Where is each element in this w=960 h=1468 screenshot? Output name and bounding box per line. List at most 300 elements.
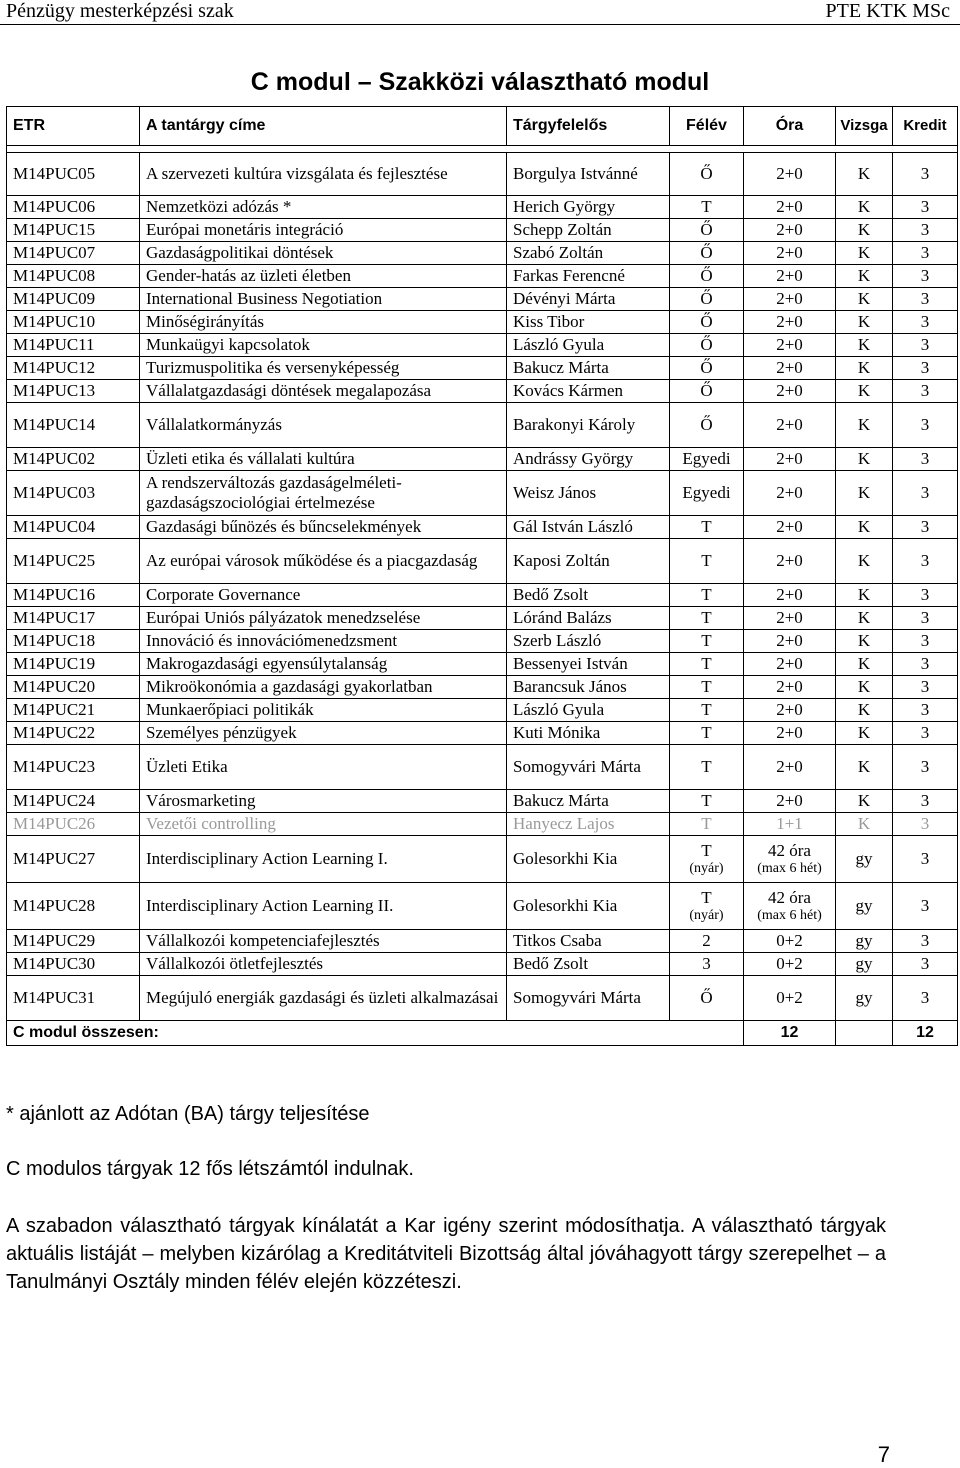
cell-code-text: M14PUC14 xyxy=(13,415,96,434)
cell-credit-text: 3 xyxy=(920,700,930,719)
cell-code xyxy=(7,607,140,630)
cell-hours xyxy=(744,930,836,953)
cell-hours-text: 2+0 xyxy=(776,449,803,468)
cell-semester-text: T xyxy=(701,608,712,627)
cell-semester-text: Ő xyxy=(700,164,713,183)
cell-responsible-text: Barancsuk János xyxy=(513,677,627,696)
cell-title xyxy=(140,630,507,653)
cell-code-text: M14PUC28 xyxy=(13,896,96,915)
cell-credit-text: 3 xyxy=(920,723,930,742)
table-row xyxy=(7,539,958,584)
cell-responsible xyxy=(507,953,670,976)
cell-credit-text: 3 xyxy=(920,197,930,216)
cell-hours xyxy=(744,976,836,1021)
table-row xyxy=(7,653,958,676)
cell-responsible xyxy=(507,584,670,607)
cell-responsible-text: Borgulya Istvánné xyxy=(513,164,638,183)
cell-semester-text: Ő xyxy=(700,243,713,262)
cell-hours-text: 2+0 xyxy=(776,197,803,216)
cell-hours xyxy=(744,607,836,630)
cell-semester xyxy=(670,883,744,930)
cell-semester xyxy=(670,930,744,953)
cell-hours-text: 1+1 xyxy=(776,814,803,833)
cell-responsible-text: Somogyvári Márta xyxy=(513,757,641,776)
cell-code-text: M14PUC11 xyxy=(13,335,95,354)
cell-title-text: Az európai városok működése és a piacgazdaság xyxy=(146,551,478,570)
cell-responsible xyxy=(507,790,670,813)
note-offer: A szabadon választható tárgyak kínálatát a Kar igény szerint módosíthatja. A választható tárgyak aktuális listáját – melyben kizárólag a Kreditátviteli Bizottság által jóváhagyott tárgy szerepelhet – a Tanulmányi Osztály minden félév elején közzéteszi. xyxy=(6,1215,886,1293)
cell-credit xyxy=(893,630,958,653)
cell-title-text: A szervezeti kultúra vizsgálata és fejlesztése xyxy=(146,164,448,183)
cell-responsible xyxy=(507,516,670,539)
cell-code-text: M14PUC07 xyxy=(13,243,96,262)
cell-credit xyxy=(893,930,958,953)
page-header xyxy=(0,0,960,25)
cell-credit-text: 3 xyxy=(920,335,930,354)
cell-hours-text: 2+0 xyxy=(776,415,803,434)
cell-exam-text: K xyxy=(857,814,871,833)
note-min-headcount: C modulos tárgyak 12 fős létszámtól indulnak. xyxy=(6,1158,414,1180)
cell-hours-text: 42 óra xyxy=(768,841,811,860)
header-left: Pénzügy mesterképzési szak xyxy=(6,0,234,22)
cell-hours xyxy=(744,836,836,883)
table-row xyxy=(7,334,958,357)
table-row xyxy=(7,790,958,813)
cell-hours-text: 2+0 xyxy=(776,677,803,696)
cell-credit xyxy=(893,471,958,516)
cell-responsible-text: Weisz János xyxy=(513,483,597,502)
cell-hours-text: 0+2 xyxy=(776,954,803,973)
cell-code-text: M14PUC25 xyxy=(13,551,96,570)
cell-code-text: M14PUC16 xyxy=(13,585,96,604)
cell-semester-text: Ő xyxy=(700,415,713,434)
cell-exam xyxy=(836,790,893,813)
cell-semester-text: Ő xyxy=(700,220,713,239)
cell-responsible xyxy=(507,403,670,448)
cell-semester-text: T xyxy=(701,654,712,673)
cell-title-text: Vállalatgazdasági döntések megalapozása xyxy=(146,381,432,400)
cell-semester xyxy=(670,196,744,219)
table-row xyxy=(7,836,958,883)
cell-hours xyxy=(744,448,836,471)
cell-code xyxy=(7,699,140,722)
cell-code xyxy=(7,219,140,242)
cell-code-text: M14PUC27 xyxy=(13,849,96,868)
cell-title xyxy=(140,265,507,288)
cell-responsible xyxy=(507,219,670,242)
cell-hours-text: 2+0 xyxy=(776,266,803,285)
cell-semester-text: 2 xyxy=(702,931,711,950)
cell-title-text: Városmarketing xyxy=(146,791,256,810)
cell-code-text: M14PUC04 xyxy=(13,517,96,536)
cell-semester-text: T xyxy=(701,677,712,696)
col-header-hours: Óra xyxy=(744,107,836,146)
cell-code-text: M14PUC06 xyxy=(13,197,96,216)
cell-credit-text: 3 xyxy=(920,988,930,1007)
cell-responsible-text: László Gyula xyxy=(513,700,605,719)
cell-hours-text: 42 óra xyxy=(768,888,811,907)
cell-credit xyxy=(893,311,958,334)
table-row xyxy=(7,976,958,1021)
cell-exam xyxy=(836,976,893,1021)
cell-responsible-text: Kuti Mónika xyxy=(513,723,601,742)
cell-credit-text: 3 xyxy=(920,266,930,285)
cell-hours-text: 2+0 xyxy=(776,551,803,570)
col-header-responsible: Tárgyfelelős xyxy=(507,107,670,146)
cell-code-text: M14PUC21 xyxy=(13,700,96,719)
cell-responsible-text: Kovács Kármen xyxy=(513,381,623,400)
cell-responsible xyxy=(507,813,670,836)
cell-semester-subtext: (nyár) xyxy=(689,861,724,876)
cell-exam xyxy=(836,334,893,357)
cell-exam-text: K xyxy=(857,197,871,216)
cell-title xyxy=(140,813,507,836)
cell-semester xyxy=(670,653,744,676)
cell-credit xyxy=(893,883,958,930)
cell-responsible-text: Bedő Zsolt xyxy=(513,585,589,604)
cell-credit xyxy=(893,219,958,242)
cell-code-text: M14PUC24 xyxy=(13,791,96,810)
cell-title xyxy=(140,790,507,813)
cell-exam xyxy=(836,630,893,653)
cell-exam-text: gy xyxy=(855,896,873,915)
cell-code-text: M14PUC03 xyxy=(13,483,96,502)
table-row xyxy=(7,722,958,745)
cell-title xyxy=(140,836,507,883)
cell-exam-text: K xyxy=(857,585,871,604)
cell-hours-text: 2+0 xyxy=(776,585,803,604)
cell-title-text: Vezetői controlling xyxy=(146,814,276,833)
cell-credit xyxy=(893,153,958,196)
cell-semester-text: T xyxy=(701,723,712,742)
cell-semester-text: Ő xyxy=(700,358,713,377)
cell-responsible xyxy=(507,699,670,722)
cell-semester-subtext: (nyár) xyxy=(689,908,724,923)
cell-exam-text: K xyxy=(857,335,871,354)
cell-semester xyxy=(670,722,744,745)
cell-title-text: Interdisciplinary Action Learning I. xyxy=(146,849,388,868)
cell-responsible xyxy=(507,745,670,790)
total-exam-empty xyxy=(836,1021,893,1046)
cell-exam-text: K xyxy=(857,700,871,719)
cell-credit xyxy=(893,676,958,699)
cell-semester xyxy=(670,357,744,380)
cell-hours xyxy=(744,676,836,699)
cell-exam xyxy=(836,288,893,311)
cell-exam-text: gy xyxy=(855,988,873,1007)
total-row xyxy=(7,1021,958,1046)
cell-semester xyxy=(670,836,744,883)
cell-code xyxy=(7,930,140,953)
cell-title xyxy=(140,196,507,219)
cell-hours xyxy=(744,265,836,288)
cell-code xyxy=(7,357,140,380)
col-header-etr: ETR xyxy=(7,107,140,146)
table-row xyxy=(7,403,958,448)
cell-responsible xyxy=(507,653,670,676)
cell-code xyxy=(7,516,140,539)
cell-exam xyxy=(836,676,893,699)
cell-credit xyxy=(893,334,958,357)
table-row xyxy=(7,380,958,403)
cell-credit-text: 3 xyxy=(920,931,930,950)
spacer-row xyxy=(7,146,958,153)
cell-exam-text: K xyxy=(857,220,871,239)
cell-title-text: Gazdaságpolitikai döntések xyxy=(146,243,334,262)
cell-responsible-text: Farkas Ferencné xyxy=(513,266,625,285)
cell-responsible-text: Andrássy György xyxy=(513,449,634,468)
cell-responsible-text: Bakucz Márta xyxy=(513,358,609,377)
cell-responsible-text: Kiss Tibor xyxy=(513,312,585,331)
cell-hours xyxy=(744,471,836,516)
cell-code-text: M14PUC15 xyxy=(13,220,96,239)
cell-title xyxy=(140,403,507,448)
cell-responsible-text: Szabó Zoltán xyxy=(513,243,604,262)
cell-credit xyxy=(893,584,958,607)
cell-title xyxy=(140,288,507,311)
cell-exam xyxy=(836,380,893,403)
cell-code xyxy=(7,196,140,219)
table-row xyxy=(7,265,958,288)
cell-title xyxy=(140,722,507,745)
cell-hours xyxy=(744,653,836,676)
cell-code-text: M14PUC29 xyxy=(13,931,96,950)
cell-code-text: M14PUC30 xyxy=(13,954,96,973)
cell-credit-text: 3 xyxy=(920,312,930,331)
cell-code xyxy=(7,813,140,836)
cell-hours xyxy=(744,311,836,334)
cell-credit xyxy=(893,265,958,288)
cell-title-text: International Business Negotiation xyxy=(146,289,383,308)
cell-code xyxy=(7,380,140,403)
cell-responsible xyxy=(507,883,670,930)
cell-code xyxy=(7,883,140,930)
cell-credit-text: 3 xyxy=(920,289,930,308)
cell-title-text: Gazdasági bűnözés és bűncselekmények xyxy=(146,517,422,536)
cell-responsible-text: Szerb László xyxy=(513,631,602,650)
cell-hours-text: 2+0 xyxy=(776,700,803,719)
cell-title-text: Európai Uniós pályázatok menedzselése xyxy=(146,608,421,627)
cell-semester-text: T xyxy=(701,631,712,650)
cell-responsible xyxy=(507,196,670,219)
cell-credit-text: 3 xyxy=(920,814,930,833)
cell-responsible-text: Bedő Zsolt xyxy=(513,954,589,973)
cell-code-text: M14PUC31 xyxy=(13,988,96,1007)
cell-exam xyxy=(836,219,893,242)
cell-semester-text: T xyxy=(701,197,712,216)
cell-credit xyxy=(893,745,958,790)
cell-credit xyxy=(893,357,958,380)
cell-semester xyxy=(670,584,744,607)
cell-code xyxy=(7,539,140,584)
cell-credit xyxy=(893,380,958,403)
cell-title-text: Corporate Governance xyxy=(146,585,301,604)
cell-exam-text: K xyxy=(857,312,871,331)
cell-hours xyxy=(744,539,836,584)
cell-hours xyxy=(744,196,836,219)
cell-hours xyxy=(744,334,836,357)
cell-title xyxy=(140,676,507,699)
cell-credit xyxy=(893,448,958,471)
cell-semester-text: T xyxy=(701,700,712,719)
cell-semester-text: Egyedi xyxy=(682,483,731,502)
cell-exam xyxy=(836,745,893,790)
cell-credit xyxy=(893,653,958,676)
cell-exam-text: K xyxy=(857,677,871,696)
cell-hours-text: 0+2 xyxy=(776,931,803,950)
cell-hours-text: 2+0 xyxy=(776,791,803,810)
cell-responsible xyxy=(507,607,670,630)
table-row xyxy=(7,930,958,953)
cell-exam-text: K xyxy=(857,358,871,377)
cell-responsible-text: Lóránd Balázs xyxy=(513,608,612,627)
cell-code-text: M14PUC22 xyxy=(13,723,96,742)
cell-semester xyxy=(670,265,744,288)
cell-code-text: M14PUC23 xyxy=(13,757,96,776)
cell-exam xyxy=(836,836,893,883)
cell-semester xyxy=(670,380,744,403)
cell-hours xyxy=(744,403,836,448)
cell-hours xyxy=(744,516,836,539)
cell-credit xyxy=(893,288,958,311)
cell-exam-text: K xyxy=(857,723,871,742)
cell-code-text: M14PUC26 xyxy=(13,814,96,833)
cell-title-text: Munkaügyi kapcsolatok xyxy=(146,335,310,354)
cell-title xyxy=(140,699,507,722)
cell-hours-text: 2+0 xyxy=(776,654,803,673)
table-row xyxy=(7,153,958,196)
cell-semester xyxy=(670,953,744,976)
cell-semester-text: Egyedi xyxy=(682,449,731,468)
cell-title xyxy=(140,745,507,790)
table-row xyxy=(7,883,958,930)
cell-credit-text: 3 xyxy=(920,220,930,239)
total-label: C modul összesen: xyxy=(7,1021,744,1046)
cell-code xyxy=(7,153,140,196)
cell-semester-text: T xyxy=(701,814,712,833)
table-row xyxy=(7,219,958,242)
cell-responsible xyxy=(507,265,670,288)
cell-responsible xyxy=(507,976,670,1021)
cell-title xyxy=(140,219,507,242)
cell-credit xyxy=(893,953,958,976)
cell-responsible-text: Kaposi Zoltán xyxy=(513,551,610,570)
cell-title-text: Személyes pénzügyek xyxy=(146,723,297,742)
cell-hours xyxy=(744,722,836,745)
cell-semester xyxy=(670,516,744,539)
cell-hours xyxy=(744,584,836,607)
cell-responsible xyxy=(507,288,670,311)
cell-hours xyxy=(744,153,836,196)
cell-hours-subtext: (max 6 hét) xyxy=(757,861,822,876)
cell-exam-text: K xyxy=(857,381,871,400)
cell-semester-text: Ő xyxy=(700,335,713,354)
cell-code-text: M14PUC09 xyxy=(13,289,96,308)
cell-hours xyxy=(744,745,836,790)
cell-title xyxy=(140,607,507,630)
cell-title xyxy=(140,311,507,334)
cell-semester xyxy=(670,219,744,242)
cell-code xyxy=(7,471,140,516)
cell-exam-text: K xyxy=(857,415,871,434)
cell-responsible-text: Golesorkhi Kia xyxy=(513,849,618,868)
note-footnote: * ajánlott az Adótan (BA) tárgy teljesítése xyxy=(6,1103,370,1125)
total-credit: 12 xyxy=(893,1021,958,1046)
cell-credit-text: 3 xyxy=(920,483,930,502)
cell-hours-text: 2+0 xyxy=(776,723,803,742)
cell-title-text: Mikroökonómia a gazdasági gyakorlatban xyxy=(146,677,433,696)
table-row xyxy=(7,288,958,311)
cell-title xyxy=(140,584,507,607)
cell-code xyxy=(7,790,140,813)
cell-responsible xyxy=(507,448,670,471)
cell-credit-text: 3 xyxy=(920,896,930,915)
cell-title-text: Interdisciplinary Action Learning II. xyxy=(146,896,394,915)
table-row xyxy=(7,242,958,265)
cell-semester xyxy=(670,676,744,699)
table-row xyxy=(7,311,958,334)
cell-title-text: Innováció és innovációmenedzsment xyxy=(146,631,398,650)
cell-credit-text: 3 xyxy=(920,243,930,262)
cell-title xyxy=(140,448,507,471)
cell-exam xyxy=(836,448,893,471)
cell-title-text: A rendszerváltozás gazdaságelméleti-gazdaságszociológiai értelmezése xyxy=(146,473,402,512)
cell-code xyxy=(7,976,140,1021)
cell-code xyxy=(7,745,140,790)
cell-semester xyxy=(670,745,744,790)
cell-code xyxy=(7,448,140,471)
cell-code xyxy=(7,334,140,357)
cell-responsible xyxy=(507,242,670,265)
cell-responsible-text: Titkos Csaba xyxy=(513,931,602,950)
cell-credit xyxy=(893,539,958,584)
cell-credit-text: 3 xyxy=(920,358,930,377)
cell-exam-text: K xyxy=(857,517,871,536)
cell-code xyxy=(7,242,140,265)
cell-exam-text: K xyxy=(857,654,871,673)
cell-title xyxy=(140,471,507,516)
cell-credit-text: 3 xyxy=(920,654,930,673)
cell-title xyxy=(140,380,507,403)
cell-semester xyxy=(670,813,744,836)
cell-credit-text: 3 xyxy=(920,415,930,434)
cell-title-text: Üzleti etika és vállalati kultúra xyxy=(146,449,355,468)
cell-hours-text: 0+2 xyxy=(776,988,803,1007)
cell-responsible xyxy=(507,630,670,653)
cell-semester xyxy=(670,403,744,448)
cell-exam-text: K xyxy=(857,243,871,262)
cell-code-text: M14PUC02 xyxy=(13,449,96,468)
cell-semester xyxy=(670,448,744,471)
cell-responsible xyxy=(507,311,670,334)
table-row xyxy=(7,357,958,380)
table-row xyxy=(7,953,958,976)
cell-responsible-text: Dévényi Márta xyxy=(513,289,616,308)
cell-responsible-text: Somogyvári Márta xyxy=(513,988,641,1007)
cell-credit-text: 3 xyxy=(920,585,930,604)
cell-credit-text: 3 xyxy=(920,677,930,696)
cell-responsible-text: Barakonyi Károly xyxy=(513,415,636,434)
cell-hours-text: 2+0 xyxy=(776,358,803,377)
cell-title xyxy=(140,334,507,357)
cell-hours xyxy=(744,699,836,722)
cell-title-text: Makrogazdasági egyensúlytalanság xyxy=(146,654,388,673)
cell-responsible xyxy=(507,539,670,584)
cell-semester-text: T xyxy=(701,551,712,570)
cell-exam-text: K xyxy=(857,266,871,285)
cell-exam xyxy=(836,883,893,930)
cell-responsible-text: Schepp Zoltán xyxy=(513,220,612,239)
